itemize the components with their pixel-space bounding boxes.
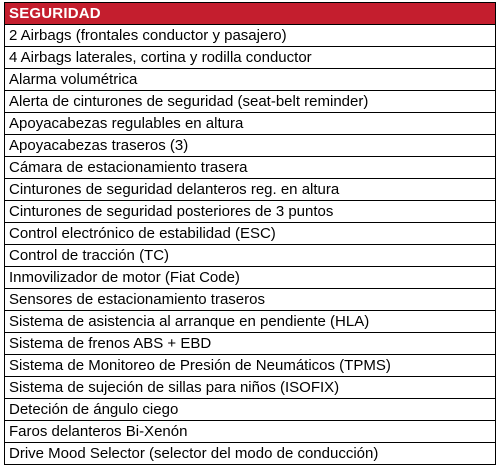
table-row xyxy=(5,47,496,69)
table-row xyxy=(5,69,496,91)
feature-cell: Sistema de asistencia al arranque en pendiente (HLA) xyxy=(5,311,496,333)
table-row xyxy=(5,201,496,223)
feature-cell: 2 Airbags (frontales conductor y pasajero) xyxy=(5,25,496,47)
table-row xyxy=(5,135,496,157)
feature-cell: Control de tracción (TC) xyxy=(5,245,496,267)
table-row xyxy=(5,179,496,201)
feature-cell: Alarma volumétrica xyxy=(5,69,496,91)
feature-cell: Sistema de frenos ABS + EBD xyxy=(5,333,496,355)
feature-cell: Drive Mood Selector (selector del modo de conducción) xyxy=(5,443,496,465)
table-row xyxy=(5,267,496,289)
table-row xyxy=(5,157,496,179)
table-row xyxy=(5,311,496,333)
table-row xyxy=(5,377,496,399)
feature-cell: Cinturones de seguridad delanteros reg. en altura xyxy=(5,179,496,201)
table-row xyxy=(5,245,496,267)
feature-cell: Cinturones de seguridad posteriores de 3 puntos xyxy=(5,201,496,223)
table-row xyxy=(5,421,496,443)
feature-cell: Apoyacabezas regulables en altura xyxy=(5,113,496,135)
table-row xyxy=(5,91,496,113)
section-title: SEGURIDAD xyxy=(5,3,496,25)
feature-cell: Alerta de cinturones de seguridad (seat-belt reminder) xyxy=(5,91,496,113)
feature-cell: 4 Airbags laterales, cortina y rodilla conductor xyxy=(5,47,496,69)
feature-cell: Sistema de Monitoreo de Presión de Neumáticos (TPMS) xyxy=(5,355,496,377)
table-row xyxy=(5,333,496,355)
table-row xyxy=(5,289,496,311)
feature-cell: Sistema de sujeción de sillas para niños (ISOFIX) xyxy=(5,377,496,399)
table-row xyxy=(5,113,496,135)
table-header-row xyxy=(5,3,496,25)
table-row xyxy=(5,25,496,47)
safety-features-table xyxy=(4,2,496,465)
safety-features-body xyxy=(5,3,496,465)
feature-cell: Cámara de estacionamiento trasera xyxy=(5,157,496,179)
feature-cell: Faros delanteros Bi-Xenón xyxy=(5,421,496,443)
feature-cell: Deteción de ángulo ciego xyxy=(5,399,496,421)
feature-cell: Inmovilizador de motor (Fiat Code) xyxy=(5,267,496,289)
feature-cell: Sensores de estacionamiento traseros xyxy=(5,289,496,311)
table-row xyxy=(5,223,496,245)
table-row xyxy=(5,443,496,465)
table-row xyxy=(5,399,496,421)
feature-cell: Apoyacabezas traseros (3) xyxy=(5,135,496,157)
feature-cell: Control electrónico de estabilidad (ESC) xyxy=(5,223,496,245)
table-row xyxy=(5,355,496,377)
